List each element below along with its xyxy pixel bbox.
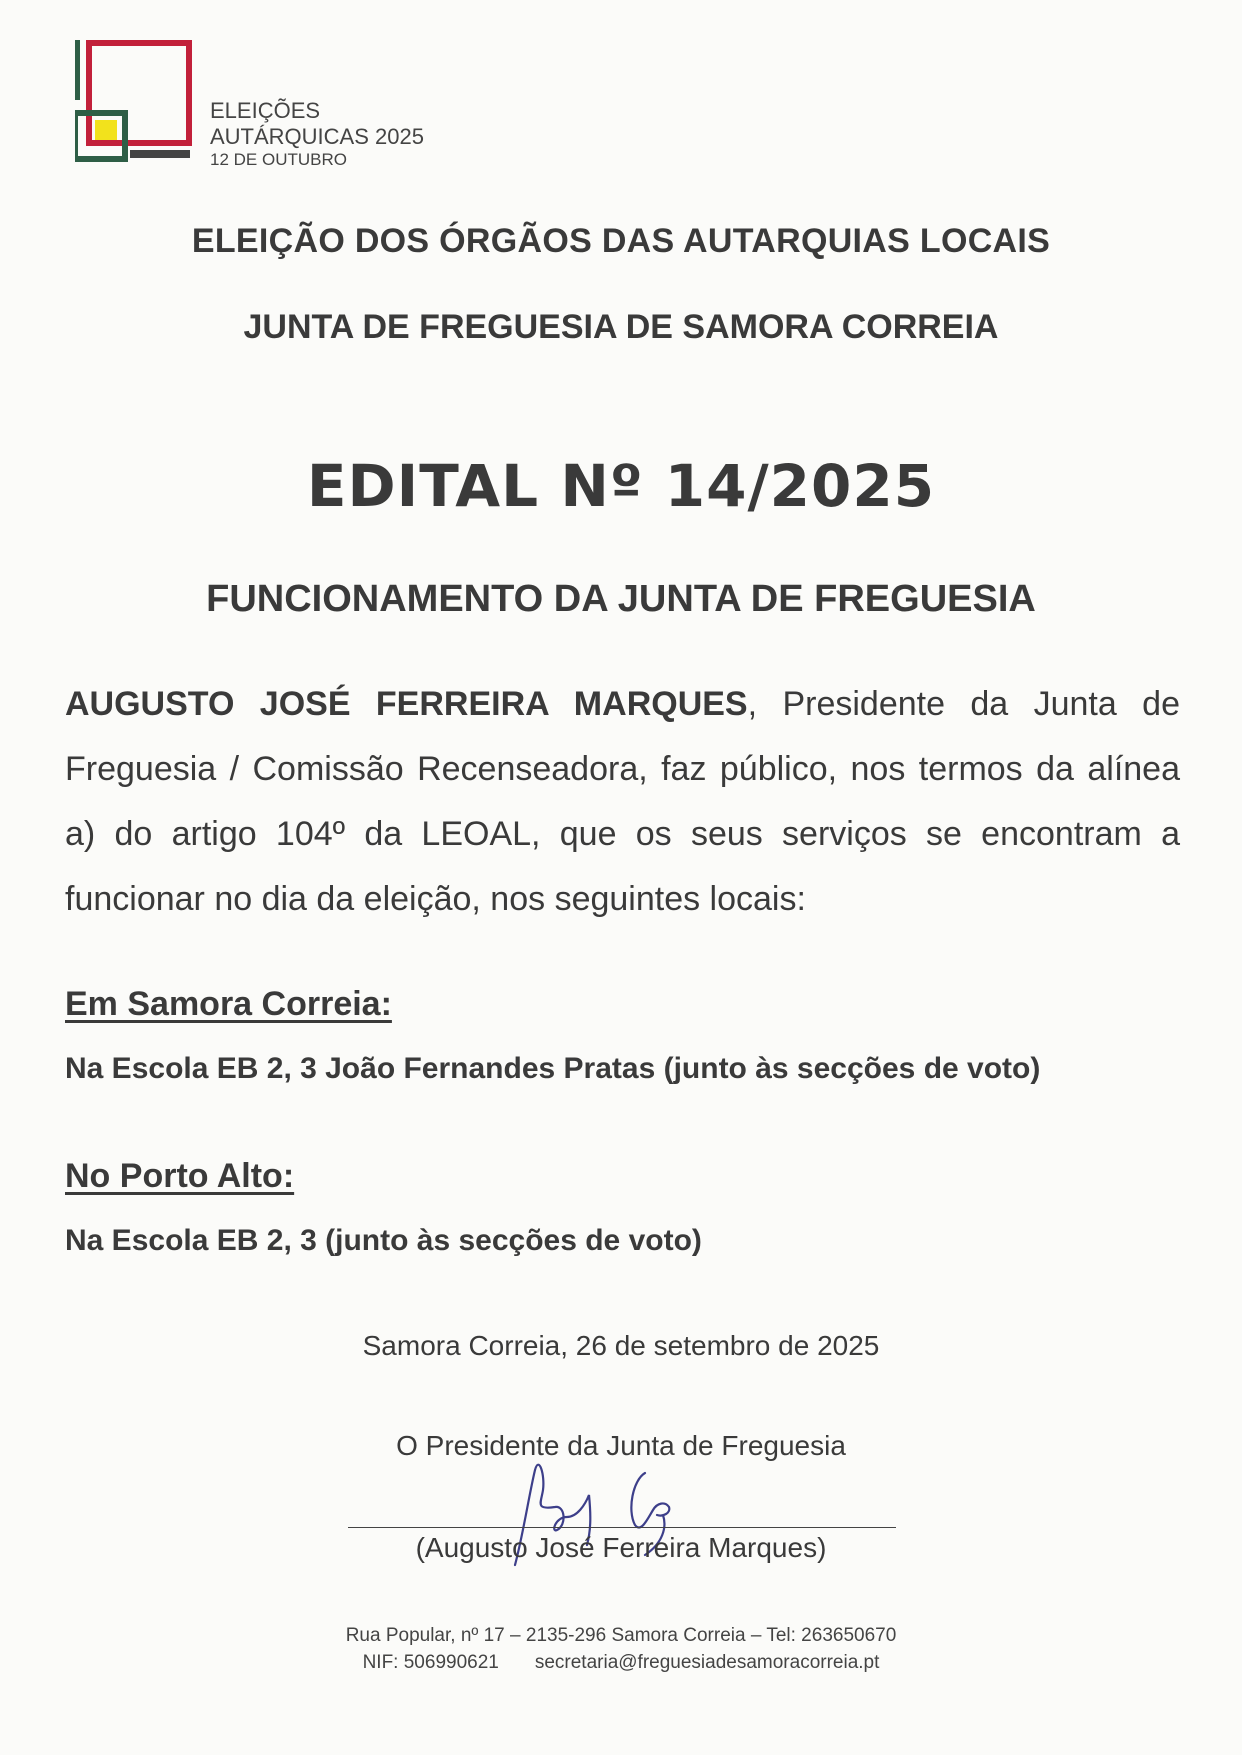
parish-title: JUNTA DE FREGUESIA DE SAMORA CORREIA — [243, 308, 999, 346]
logo-date: 12 DE OUTUBRO — [210, 150, 347, 169]
footer-nif: NIF: 506990621 — [362, 1652, 499, 1673]
footer-email: secretaria@freguesiadesamoracorreia.pt — [534, 1652, 880, 1673]
elections-logo-mark — [75, 40, 205, 180]
logo-title-line2: AUTÁRQUICAS 2025 — [210, 124, 424, 149]
location-heading-samora: Em Samora Correia: — [65, 985, 392, 1023]
president-name: AUGUSTO JOSÉ FERREIRA MARQUES — [65, 685, 748, 723]
location-text-samora: Na Escola EB 2, 3 João Fernandes Pratas (junto às secções de voto) — [65, 1052, 1041, 1085]
signature-line — [348, 1527, 896, 1528]
election-title: ELEIÇÃO DOS ÓRGÃOS DAS AUTARQUIAS LOCAIS — [191, 222, 1051, 260]
edital-subject: FUNCIONAMENTO DA JUNTA DE FREGUESIA — [206, 578, 1036, 620]
signatory-name: (Augusto José Ferreira Marques) — [415, 1532, 827, 1563]
announcement-text: , Presidente da Junta de Freguesia / Comissão Recenseadora, faz público, nos termos da alínea a) do artigo 104º da LEOAL, que os seus serviços se encontram a funcionar no dia da eleição, nos seguintes locais: — [65, 685, 1181, 918]
announcement-paragraph — [65, 672, 1180, 932]
logo-title-line1: ELEIÇÕES — [210, 98, 321, 123]
elections-logo — [75, 40, 435, 180]
footer-contacts — [0, 1652, 1242, 1674]
location-text-porto-alto: Na Escola EB 2, 3 (junto às secções de voto) — [65, 1224, 702, 1257]
edital-number: EDITAL Nº 14/2025 — [306, 452, 936, 520]
location-heading-porto-alto: No Porto Alto: — [65, 1157, 295, 1195]
footer-address: Rua Popular, nº 17 – 2135-296 Samora Correia – Tel: 263650670 — [345, 1625, 897, 1646]
document-date: Samora Correia, 26 de setembro de 2025 — [362, 1330, 880, 1361]
signatory-role: O Presidente da Junta de Freguesia — [396, 1430, 846, 1461]
